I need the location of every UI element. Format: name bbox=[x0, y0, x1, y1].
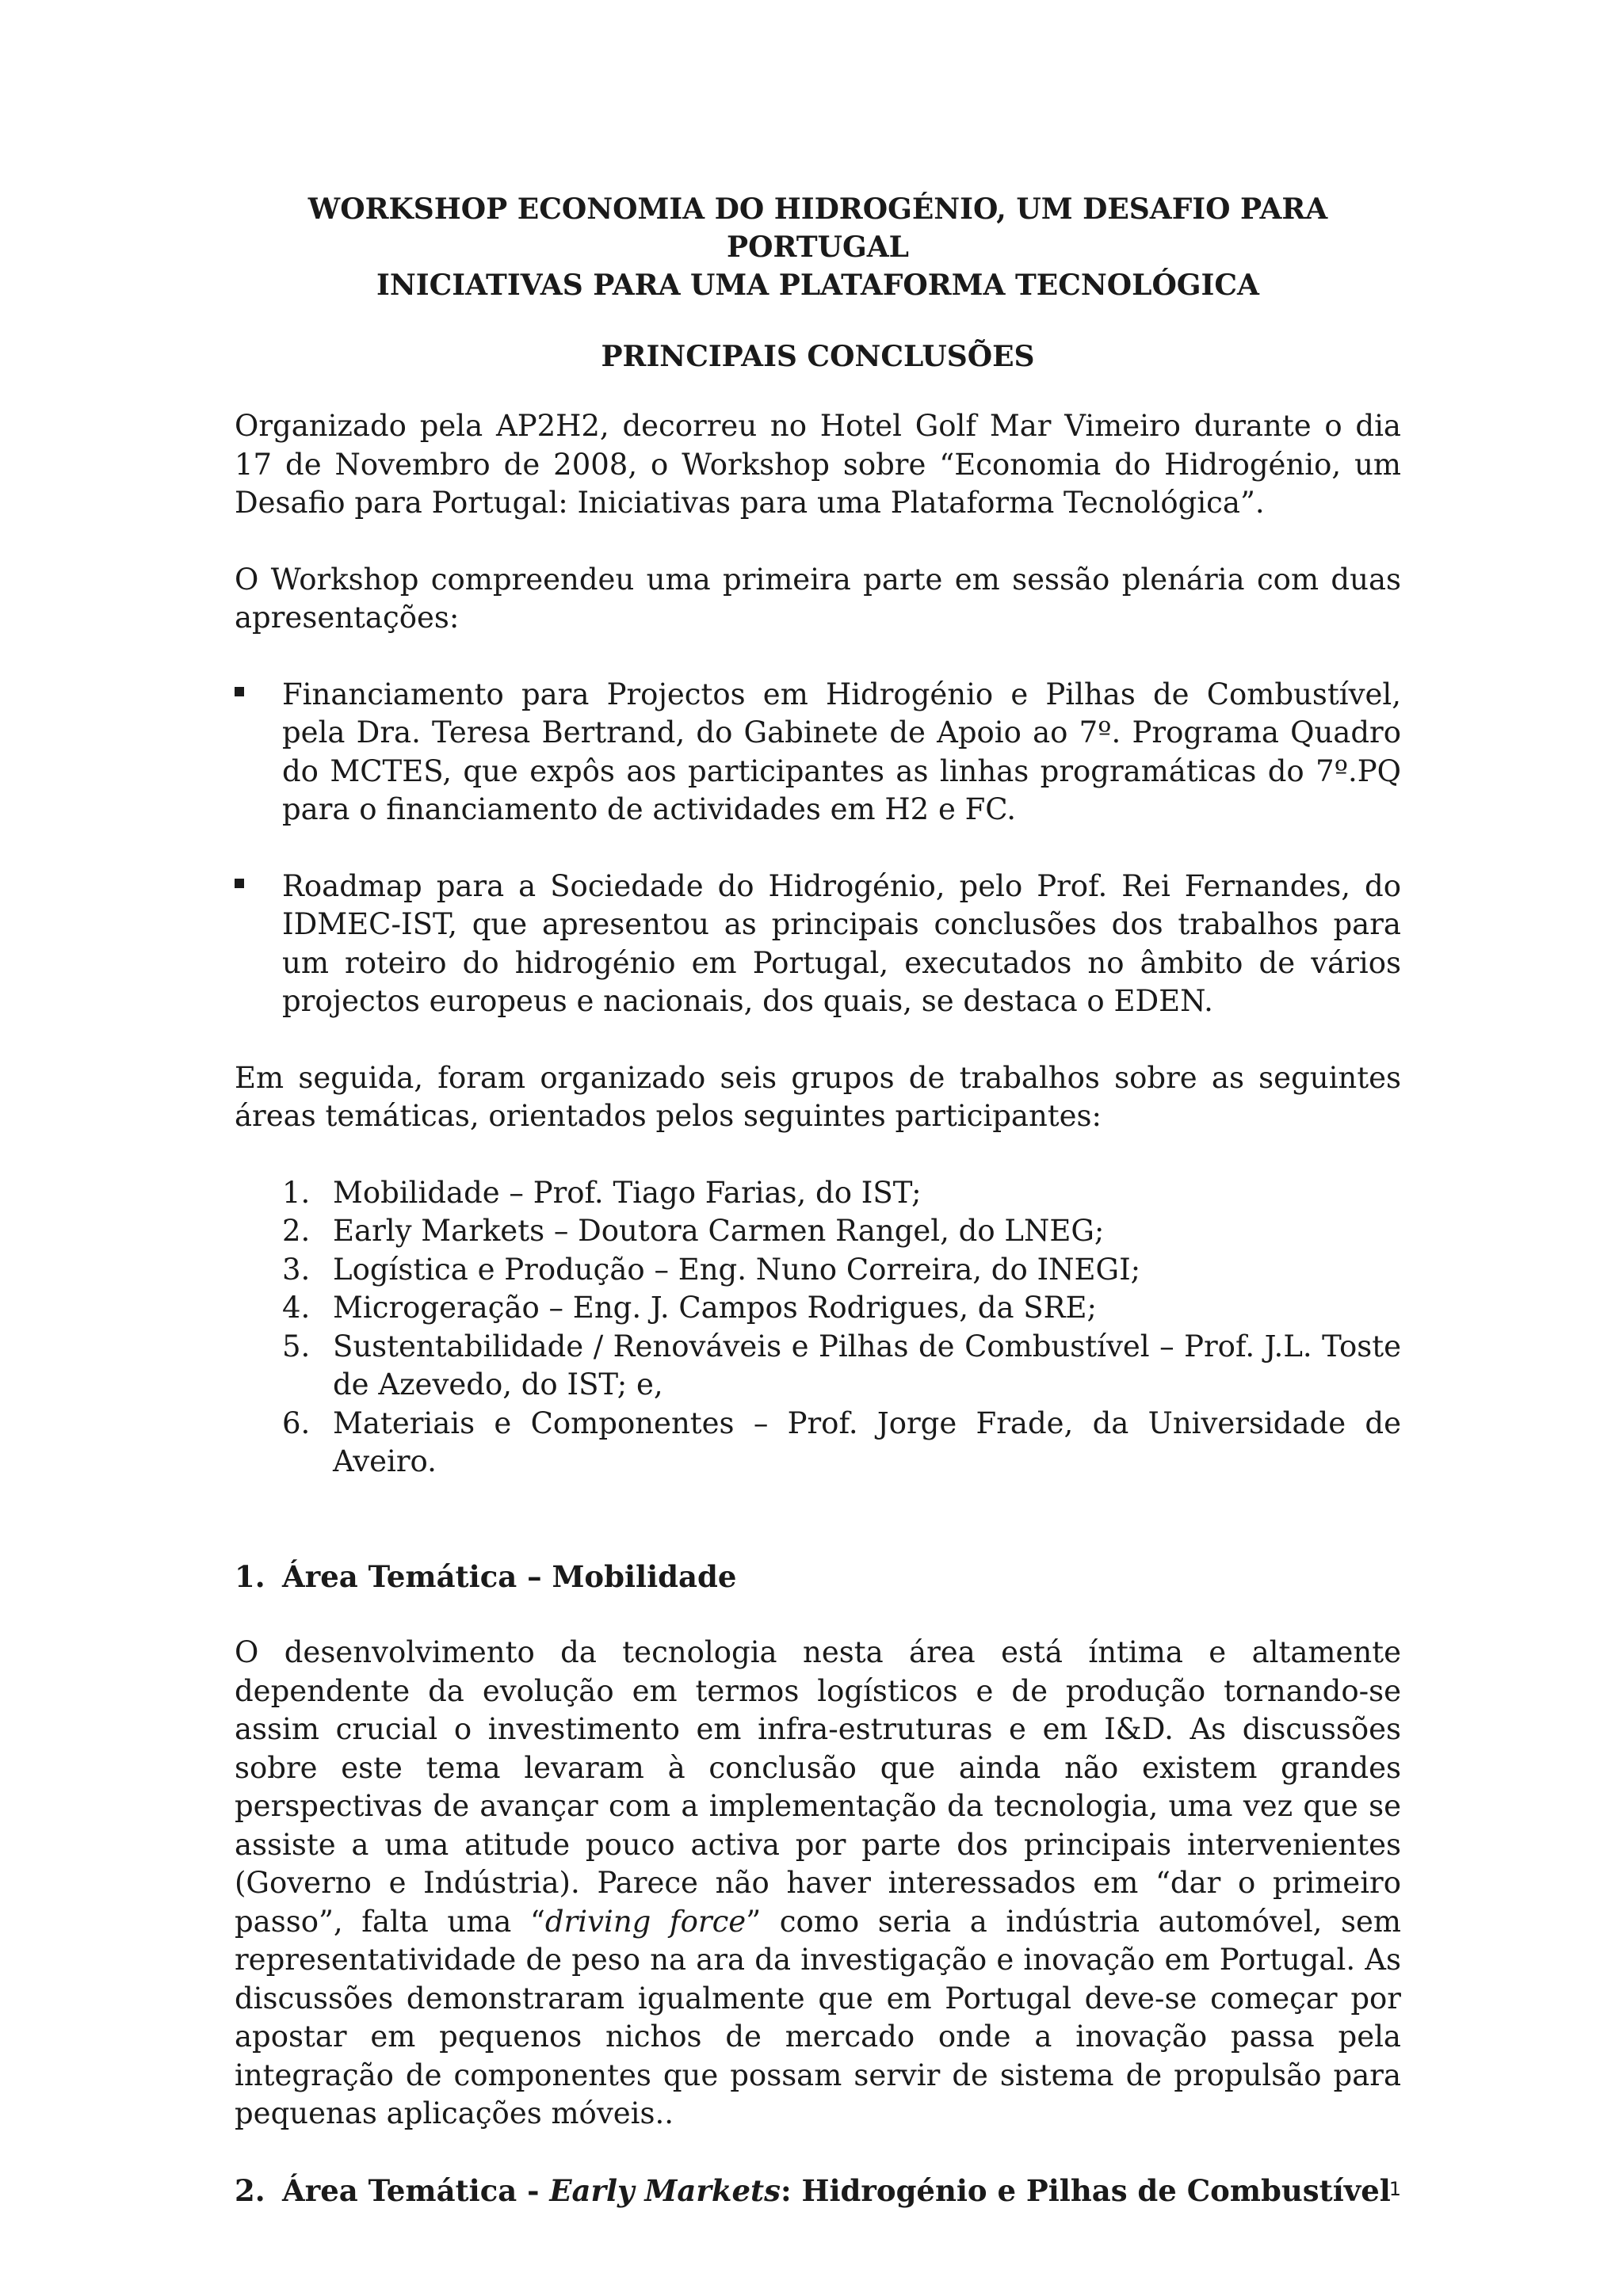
list-item bbox=[235, 868, 1401, 1021]
list-item bbox=[235, 1251, 1401, 1290]
plenary-paragraph: O Workshop compreendeu uma primeira parte em sessão plenária com duas apresentações: bbox=[235, 562, 1401, 635]
intro-paragraph: Organizado pela AP2H2, decorreu no Hotel Golf Mar Vimeiro durante o dia 17 de Novembro de 2008, o Workshop sobre “Economia do Hidrogénio, um Desafio para Portugal: Iniciativas para uma Plataforma Tecnológica”. bbox=[235, 409, 1401, 520]
list-number: 5. bbox=[282, 1329, 311, 1363]
list-item bbox=[235, 676, 1401, 830]
list-number: 2. bbox=[282, 1214, 311, 1248]
group-text: Mobilidade – Prof. Tiago Farias, do IST; bbox=[333, 1175, 922, 1210]
working-groups-list bbox=[235, 1174, 1401, 1482]
list-number: 3. bbox=[282, 1252, 311, 1287]
section-number: 1. bbox=[235, 1558, 265, 1594]
body-text-part-2: ” como seria a indústria automóvel, sem representatividade de peso na ara da investigação e inovação em Portugal. As discussões demonstraram igualmente que em Portugal deve-se começar por apostar em pequenos nichos de mercado onde a inovação passa pela integração de componentes que possam servir de sistema de propulsão para pequenas aplicações móveis.. bbox=[235, 1904, 1401, 2130]
section-1-heading bbox=[235, 1558, 1401, 1596]
list-item bbox=[235, 1212, 1401, 1251]
presentation-text: Financiamento para Projectos em Hidrogénio e Pilhas de Combustível, pela Dra. Teresa Bertrand, do Gabinete de Apoio ao 7º. Programa Quadro do MCTES, que expôs aos participantes as linhas programáticas do 7º.PQ para o financiamento de actividades em H2 e FC. bbox=[282, 677, 1401, 826]
section-number: 2. bbox=[235, 2172, 265, 2208]
square-bullet-icon bbox=[235, 687, 244, 696]
section-title-part-1: Área Temática - bbox=[282, 2172, 550, 2208]
list-number: 4. bbox=[282, 1291, 311, 1325]
group-text: Early Markets – Doutora Carmen Rangel, do LNEG; bbox=[333, 1214, 1105, 1248]
group-text: Sustentabilidade / Renováveis e Pilhas de Combustível – Prof. J.L. Toste de Azevedo, do IST; e, bbox=[333, 1329, 1401, 1402]
section-title-italic: Early Markets bbox=[549, 2172, 781, 2208]
list-item bbox=[235, 1328, 1401, 1405]
list-number: 1. bbox=[282, 1175, 311, 1210]
list-item bbox=[235, 1174, 1401, 1213]
section-title-part-2: : Hidrogénio e Pilhas de Combustível bbox=[780, 2172, 1391, 2208]
document-title bbox=[235, 190, 1401, 304]
page-content bbox=[235, 190, 1401, 2210]
group-text: Materiais e Componentes – Prof. Jorge Frade, da Universidade de Aveiro. bbox=[333, 1405, 1401, 1478]
group-text: Logística e Produção – Eng. Nuno Correira, do INEGI; bbox=[333, 1252, 1141, 1287]
presentations-list bbox=[235, 676, 1401, 1021]
presentation-text: Roadmap para a Sociedade do Hidrogénio, pelo Prof. Rei Fernandes, do IDMEC-IST, que apresentou as principais conclusões dos trabalhos para um roteiro do hidrogénio em Portugal, executados no âmbito de vários projectos europeus e nacionais, dos quais, se destaca o EDEN. bbox=[282, 868, 1401, 1018]
list-number: 6. bbox=[282, 1405, 311, 1440]
section-1-body bbox=[235, 1634, 1401, 2134]
body-italic-term: driving force bbox=[544, 1904, 747, 1939]
page-number: 1 bbox=[1388, 2178, 1401, 2200]
title-line-2: INICIATIVAS PARA UMA PLATAFORMA TECNOLÓGICA bbox=[376, 269, 1259, 302]
square-bullet-icon bbox=[235, 879, 244, 888]
group-text: Microgeração – Eng. J. Campos Rodrigues, da SRE; bbox=[333, 1291, 1097, 1325]
list-item bbox=[235, 1289, 1401, 1328]
section-2-heading bbox=[235, 2172, 1401, 2210]
groups-paragraph: Em seguida, foram organizado seis grupos de trabalhos sobre as seguintes áreas temáticas, orientados pelos seguintes participantes: bbox=[235, 1060, 1401, 1133]
list-item bbox=[235, 1405, 1401, 1482]
body-text-part-1: O desenvolvimento da tecnologia nesta área está íntima e altamente dependente da evolução em termos logísticos e de produção tornando-se assim crucial o investimento em infra-estruturas e em I&D. As discussões sobre este tema levaram à conclusão que ainda não existem grandes perspectivas de avançar com a implementação da tecnologia, uma vez que se assiste a uma atitude pouco activa por parte dos principais intervenientes (Governo e Indústria). Parece não haver interessados em “dar o primeiro passo”, falta uma “ bbox=[235, 1635, 1401, 1939]
title-line-1: WORKSHOP ECONOMIA DO HIDROGÉNIO, UM DESAFIO PARA PORTUGAL bbox=[307, 193, 1328, 264]
document-subtitle: PRINCIPAIS CONCLUSÕES bbox=[601, 340, 1035, 373]
section-title: Área Temática – Mobilidade bbox=[282, 1558, 737, 1594]
